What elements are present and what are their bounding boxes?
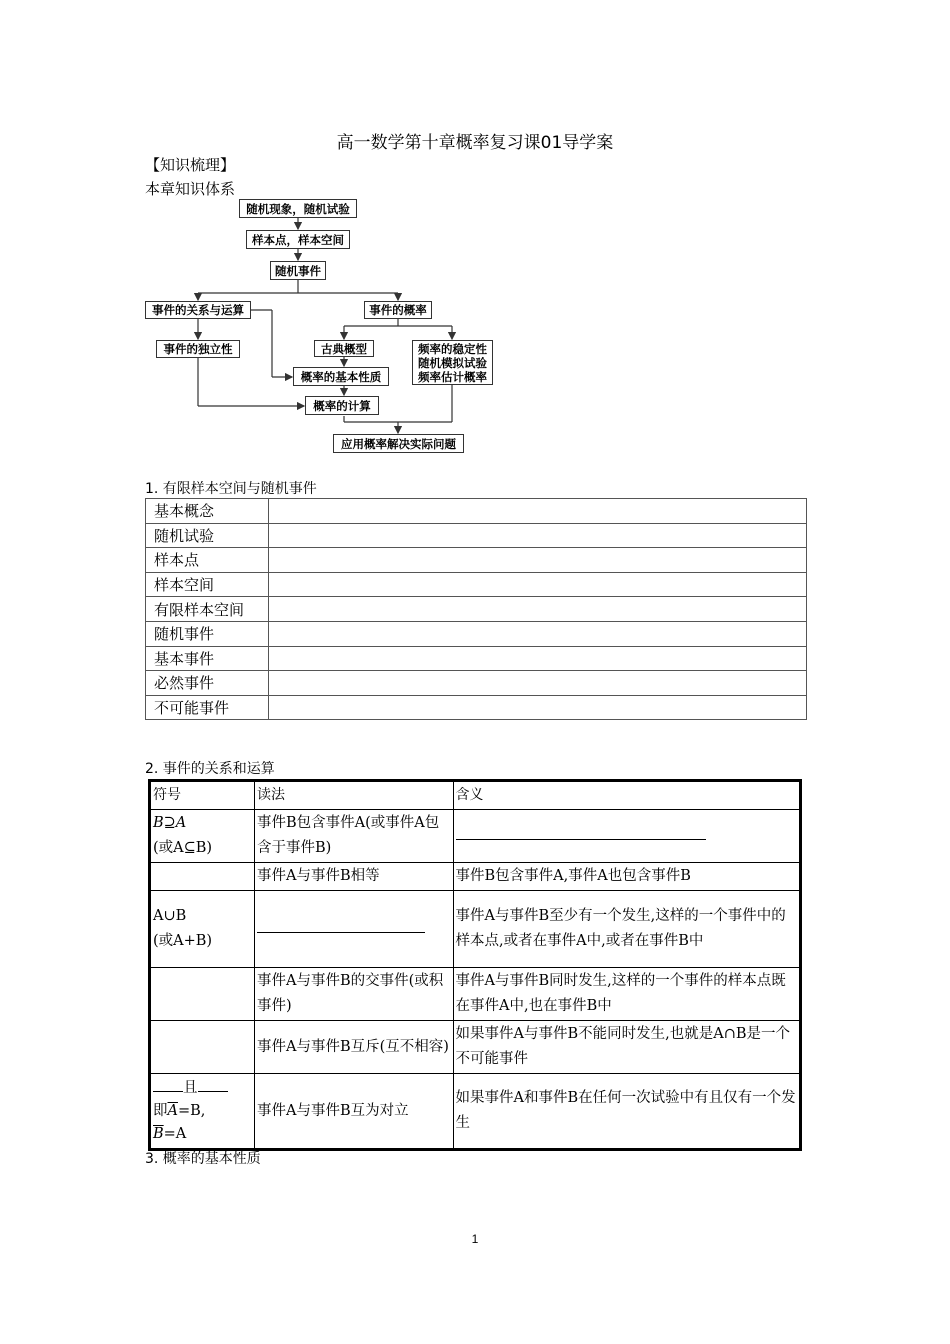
table-row: [146, 621, 807, 646]
answer-cell[interactable]: [268, 671, 806, 696]
reading-cell: 事件A与事件B相等: [254, 863, 453, 891]
meaning-cell: 事件B包含事件A,事件A也包含事件B: [453, 863, 800, 891]
table-row: [146, 671, 807, 696]
symbol-cell: [150, 810, 255, 863]
flow-node-random-phenomenon: 随机现象，随机试验: [239, 199, 357, 218]
flow-node-application: 应用概率解决实际问题: [333, 434, 464, 453]
symbol-ji: 即: [153, 1102, 168, 1119]
reading-cell: 事件B包含事件A(或事件A包含于事件B): [254, 810, 453, 863]
symbol-and: 且: [183, 1079, 198, 1096]
section-knowledge: 【知识梳理】: [145, 156, 236, 174]
page-title: 高一数学第十章概率复习课01导学案: [336, 133, 614, 153]
row-label: 随机试验: [146, 523, 269, 548]
symbol-cell: [150, 891, 255, 968]
flow-node-frequency-line3: 频率估计概率: [418, 369, 487, 384]
meaning-cell: 事件A与事件B同时发生,这样的一个事件的样本点既在事件A中,也在事件B中: [453, 968, 800, 1021]
header-symbol: 符号: [150, 781, 255, 810]
fill-blank[interactable]: [198, 1091, 228, 1092]
answer-cell[interactable]: [268, 695, 806, 720]
row-label: 随机事件: [146, 621, 269, 646]
flow-node-classical-model: 古典概型: [314, 340, 374, 357]
flow-node-independence: 事件的独立性: [156, 340, 240, 358]
section-1-heading: 1. 有限样本空间与随机事件: [145, 481, 317, 497]
symbol-a-bar: $\overline{A}$: [167, 1102, 178, 1119]
flow-node-event-relations: 事件的关系与运算: [145, 301, 251, 319]
symbol-eq-b: =B,: [177, 1102, 206, 1119]
row-label: 基本概念: [146, 499, 269, 524]
flow-node-computation: 概率的计算: [305, 396, 379, 415]
table-header-row: [150, 781, 801, 810]
symbol-line1: [153, 1077, 252, 1100]
row-label: 基本事件: [146, 646, 269, 671]
flowchart-arrows: [0, 0, 950, 470]
section-system: 本章知识体系: [145, 180, 236, 198]
row-label: 不可能事件: [146, 695, 269, 720]
table-row: [150, 810, 801, 863]
flow-node-frequency: [412, 340, 493, 385]
row-label: 样本空间: [146, 572, 269, 597]
answer-cell[interactable]: [268, 572, 806, 597]
reading-cell: 事件A与事件B的交事件(或积事件): [254, 968, 453, 1021]
table-row: [146, 646, 807, 671]
symbol-line2: (或A⊆B): [153, 840, 213, 856]
reading-cell[interactable]: [254, 891, 453, 968]
reading-cell: 事件A与事件B互斥(互不相容): [254, 1021, 453, 1074]
fill-blank[interactable]: [153, 1091, 183, 1092]
fill-blank[interactable]: [456, 839, 706, 840]
answer-cell[interactable]: [268, 597, 806, 622]
row-label: 必然事件: [146, 671, 269, 696]
row-label: 有限样本空间: [146, 597, 269, 622]
flow-node-random-event: 随机事件: [270, 261, 326, 280]
flow-node-basic-properties: 概率的基本性质: [293, 367, 389, 386]
flow-node-sample-space: 样本点，样本空间: [246, 230, 350, 249]
answer-cell[interactable]: [268, 646, 806, 671]
table-row: [150, 1021, 801, 1074]
reading-cell: 事件A与事件B互为对立: [254, 1074, 453, 1150]
symbol-line3: [153, 1123, 252, 1146]
meaning-cell: 事件A与事件B至少有一个发生,这样的一个事件中的样本点,或者在事件A中,或者在事件B中: [453, 891, 800, 968]
meaning-cell[interactable]: [453, 810, 800, 863]
symbol-b-bar: $\overline{B}$: [153, 1125, 164, 1142]
symbol-cell[interactable]: [150, 968, 255, 1021]
symbol-cell[interactable]: [150, 863, 255, 891]
symbol-eq-a: =A: [163, 1125, 187, 1142]
answer-cell[interactable]: [268, 499, 806, 524]
table-row: [146, 597, 807, 622]
table-row: [146, 572, 807, 597]
table-row: [146, 523, 807, 548]
table-row: [150, 891, 801, 968]
flow-node-frequency-line1: 频率的稳定性: [418, 341, 487, 356]
symbol-cell[interactable]: [150, 1021, 255, 1074]
event-relations-table: [148, 779, 802, 1151]
answer-cell[interactable]: [268, 523, 806, 548]
page-number: 1: [471, 1232, 479, 1246]
symbol-line2: [153, 1100, 252, 1123]
header-meaning: 含义: [453, 781, 800, 810]
finite-sample-space-table: [145, 498, 807, 720]
fill-blank[interactable]: [257, 932, 425, 933]
header-reading: 读法: [254, 781, 453, 810]
table-row: [150, 1074, 801, 1150]
symbol-cell: [150, 1074, 255, 1150]
section-2-heading: 2. 事件的关系和运算: [145, 761, 275, 777]
symbol-line1: A∪B: [153, 908, 187, 924]
table-row: [146, 499, 807, 524]
table-row: [150, 968, 801, 1021]
answer-cell[interactable]: [268, 621, 806, 646]
table-row: [146, 548, 807, 573]
answer-cell[interactable]: [268, 548, 806, 573]
meaning-cell: 如果事件A与事件B不能同时发生,也就是A∩B是一个不可能事件: [453, 1021, 800, 1074]
section-3-heading: 3. 概率的基本性质: [145, 1151, 261, 1167]
symbol-line1: B⊇A: [153, 815, 187, 831]
flow-node-event-probability: 事件的概率: [364, 301, 432, 319]
table-row: [150, 863, 801, 891]
flow-node-frequency-line2: 随机模拟试验: [418, 355, 487, 370]
meaning-cell: 如果事件A和事件B在任何一次试验中有且仅有一个发生: [453, 1074, 800, 1150]
table-row: [146, 695, 807, 720]
row-label: 样本点: [146, 548, 269, 573]
symbol-line2: (或A+B): [153, 933, 213, 949]
